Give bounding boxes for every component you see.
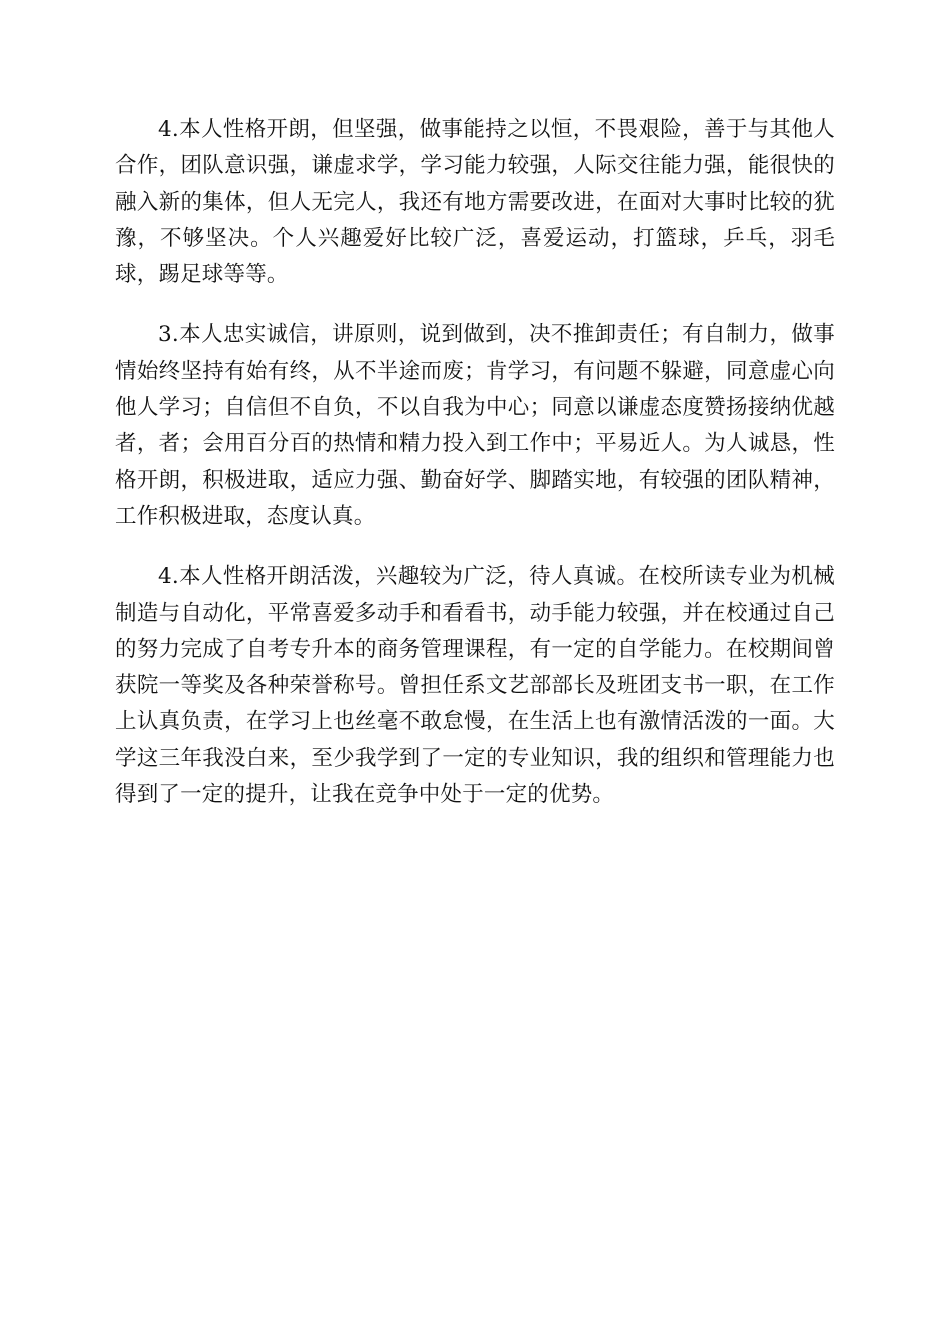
- paragraph-1: 4.本人性格开朗，但坚强，做事能持之以恒，不畏艰险，善于与其他人合作，团队意识强，谦虚求学，学习能力较强，人际交往能力强，能很快的融入新的集体，但人无完人，我还有地方需要改进，在面对大事时比较的犹豫，不够坚决。个人兴趣爱好比较广泛，喜爱运动，打篮球，乒乓，羽毛球，踢足球等等。: [115, 117, 835, 288]
- document-body: [115, 112, 835, 837]
- paragraph-3: 4.本人性格开朗活泼，兴趣较为广泛，待人真诚。在校所读专业为机械制造与自动化，平常喜爱多动手和看看书，动手能力较强，并在校通过自己的努力完成了自考专升本的商务管理课程，有一定的自学能力。在校期间曾获院一等奖及各种荣誉称号。曾担任系文艺部部长及班团支书一职，在工作上认真负责，在学习上也丝毫不敢怠慢，在生活上也有激情活泼的一面。大学这三年我没白来，至少我学到了一定的专业知识，我的组织和管理能力也得到了一定的提升，让我在竞争中处于一定的优势。: [115, 564, 835, 808]
- paragraph-2: 3.本人忠实诚信，讲原则，说到做到，决不推卸责任；有自制力，做事情始终坚持有始有终，从不半途而废；肯学习，有问题不躲避，同意虚心向他人学习；自信但不自负，不以自我为中心；同意以谦虚态度赞扬接纳优越者，者；会用百分百的热情和精力投入到工作中；平易近人。为人诚恳，性格开朗，积极进取，适应力强、勤奋好学、脚踏实地，有较强的团队精神，工作积极进取，态度认真。: [115, 322, 835, 529]
